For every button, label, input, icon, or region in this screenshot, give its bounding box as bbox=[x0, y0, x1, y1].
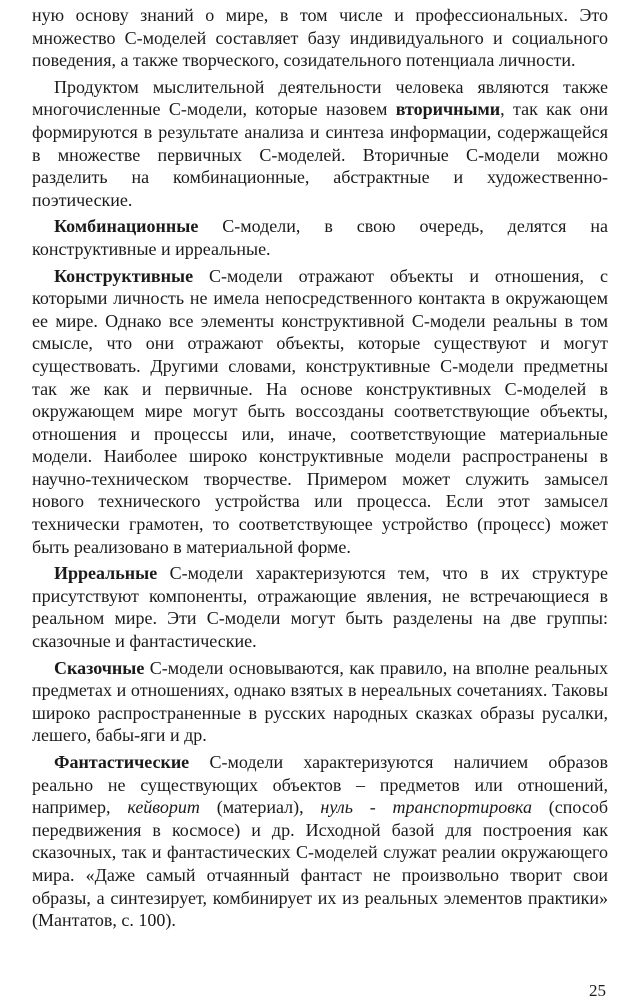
paragraph bbox=[32, 215, 608, 260]
text-run: С-модели отражают объекты и отношения, с которыми личность не имела непосредственного контакта в окружающем ее мире. Однако все элементы конструктивной С-модели реальны в том смысле, что они отражают объекты, которые существуют и могут существовать. Другими словами, конструктивные С-модели предметны так же как и первичные. На основе конструктивных С-моделей в окружающем мире могут быть воссозданы соответствующие объекты, отношения и процессы или, иначе, соответствующие материальные модели. Наиболее широко конструктивные модели распространены в научно-техническом творчестве. Примером может служить замысел нового технического устройства или процесса. Если этот замысел технически грамотен, то соответствующее устройство (процесс) может быть реализовано в материальной форме. bbox=[32, 265, 608, 557]
page-number: 25 bbox=[589, 981, 606, 1000]
bold-term: Фантастические bbox=[54, 752, 190, 772]
bold-term: Сказочные bbox=[54, 657, 145, 678]
text-run: С-модели характеризуются тем, что в их структуре присутствуют компоненты, отражающие явления, не встречающиеся в реальном мире. Эти С-модели могут быть разделены на две группы: сказочные и фантастические. bbox=[32, 563, 608, 652]
bold-term: вторичными bbox=[395, 99, 501, 120]
paragraph bbox=[32, 657, 608, 747]
bold-term: Ирреальные bbox=[54, 563, 158, 584]
text-run: ную основу знаний о мире, в том числе и профессиональных. Это множество С-моделей составляет базу индивидуального и социального поведения, а также творческого, созидательного потенциала личности. bbox=[32, 5, 608, 71]
italic-term: кейворит bbox=[127, 797, 200, 818]
text-run: (способ передвижения в космосе) и др. Исходной базой для построения как сказочных, так и фантастических С-моделей служат реалии окружающего мира. «Даже самый отчаянный фантаст не произвольно творит свои образы, а синтезирует, комбинирует их из реальных элементов практики» (Мантатов, с. 100). bbox=[32, 797, 609, 931]
paragraph bbox=[32, 4, 608, 72]
paragraph bbox=[32, 76, 608, 212]
text-run: С-модели, в свою очередь, делятся на конструктивные и ирреальные. bbox=[32, 216, 608, 259]
text-run: С-модели характеризуются наличием образов реально не существующих объектов – предметов или отношений, например, bbox=[32, 752, 608, 818]
italic-term: нуль - транспортировка bbox=[320, 797, 532, 818]
paragraph bbox=[32, 265, 608, 559]
text-run: С-модели основываются, как правило, на вполне реальных предметах и отношениях, однако взятых в нереальных сочетаниях. Таковы широко распространенные в русских народных сказках образы русалки, лешего, бабы-яги и др. bbox=[32, 657, 608, 746]
body-text bbox=[32, 4, 608, 932]
paragraph bbox=[32, 562, 608, 652]
text-run: Продуктом мыслительной деятельности человека являются также многочисленные С-модели, которые назовем bbox=[32, 76, 608, 120]
text-run: (материал), bbox=[199, 797, 321, 818]
bold-term: Комбинационные bbox=[54, 216, 199, 237]
text-run: , так как они формируются в результате анализа и синтеза информации, содержащейся в множестве первичных С-моделей. Вторичные С-модели можно разделить на комбинационные, абстрактные и художественно-поэтические. bbox=[32, 99, 608, 210]
bold-term: Конструктивные bbox=[54, 265, 194, 286]
paragraph bbox=[32, 751, 608, 932]
